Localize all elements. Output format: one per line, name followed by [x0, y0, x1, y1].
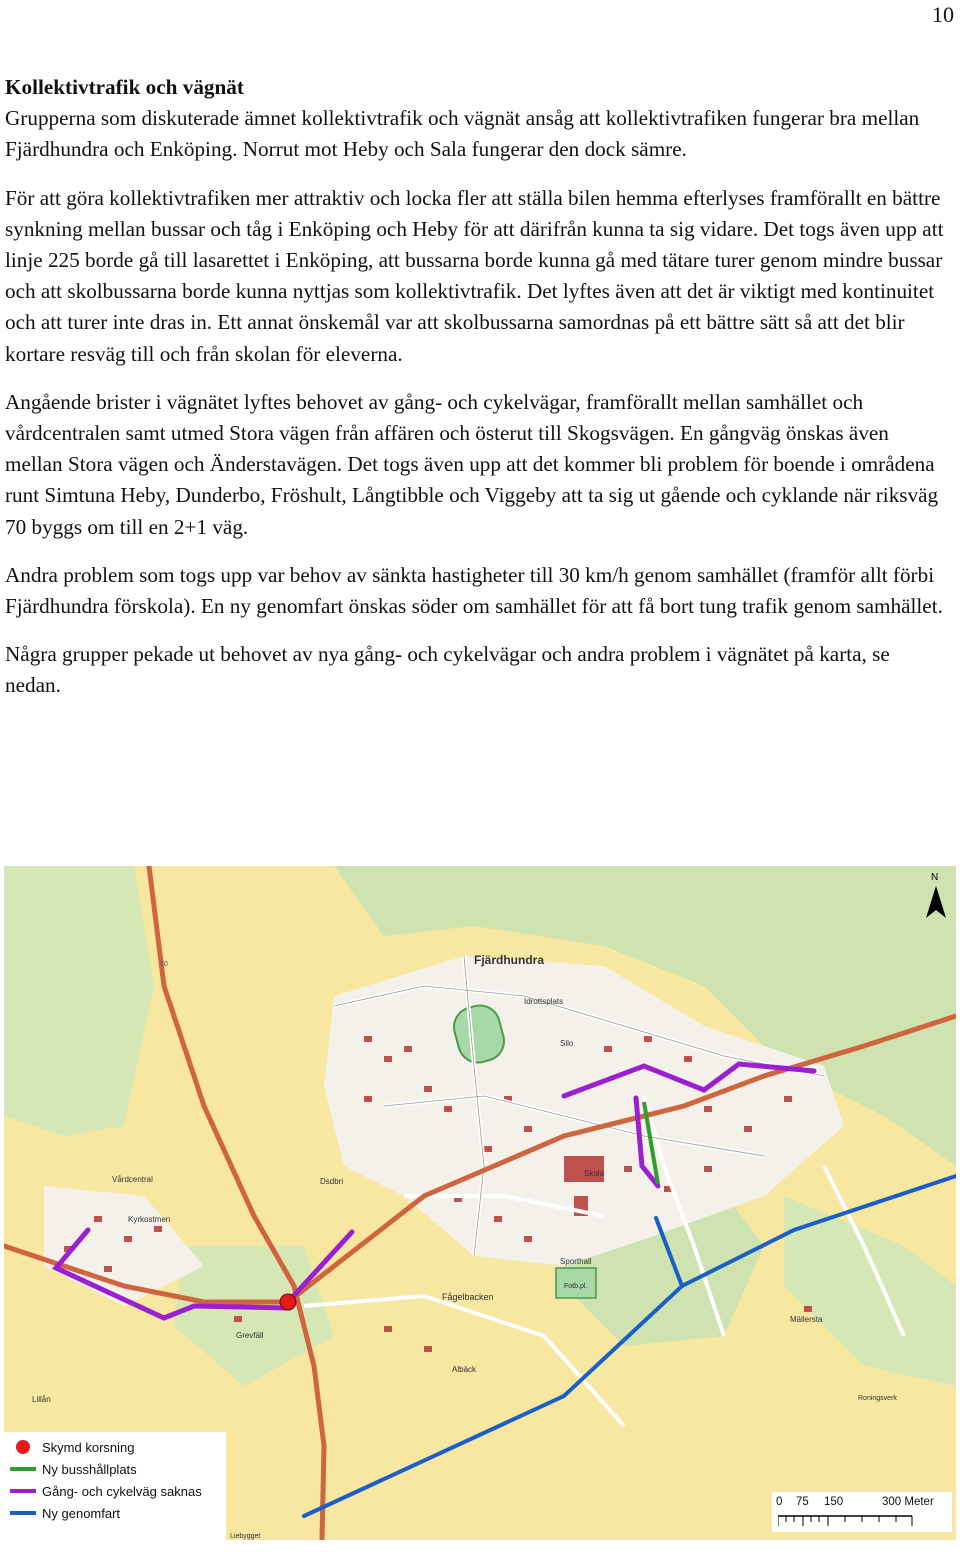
blind-intersection-marker	[280, 1294, 296, 1310]
map-label-sporthall: Sporthall	[560, 1257, 592, 1266]
paragraph-5: Några grupper pekade ut behovet av nya gång- och cykelvägar och andra problem i vägnätet på karta, se nedan.	[5, 642, 890, 698]
map-label-silo: Silo	[560, 1039, 574, 1048]
section-heading: Kollektivtrafik och vägnät	[5, 75, 244, 99]
legend-green-line-icon	[10, 1467, 36, 1471]
legend-item-skymd-korsning: Skymd korsning	[4, 1436, 226, 1458]
map-label-dsdbri: Dsdbri	[320, 1177, 344, 1186]
map-label-idrottsplats: Idrottsplats	[524, 997, 564, 1006]
legend-dot-icon	[16, 1440, 30, 1454]
map-label-mallersta: Mällersta	[790, 1315, 823, 1324]
scale-bar: 0 75 150 300 Meter	[772, 1492, 952, 1532]
map-label-lillan: Lillån	[32, 1395, 51, 1404]
map-label-vardcentral: Vårdcentral	[112, 1175, 153, 1184]
legend-purple-line-icon	[10, 1489, 36, 1493]
legend-item-gang-cykel: Gång- och cykelväg saknas	[4, 1480, 226, 1502]
page-number: 10	[932, 2, 954, 27]
village-map	[4, 866, 956, 1540]
north-label: N	[931, 872, 939, 883]
map-label-albacka: Albäck	[452, 1365, 477, 1374]
map-label-town: Fjärdhundra	[474, 953, 545, 967]
document-body	[5, 72, 950, 719]
map-label-roningsverk: Roningsverk	[858, 1395, 897, 1402]
north-arrow	[922, 868, 950, 922]
paragraph-2: För att göra kollektivtrafiken mer attraktiv och locka fler att ställa bilen hemma efterlyses framförallt en bättre synkning mellan bussar och tåg i Enköping och Heby för att därifrån kunna ta sig vidare. Det togs även upp att linje 225 borde gå till lasarettet i Enköping, att bussarna borde kunna gå med tätare turer genom mindre bussar och att skolbussarna borde kunna nyttjas som kollektivtrafik. Det lyftes även att det är viktigt med kontinuitet och att turer inte dras in. Ett annat önskemål var att skolbussarna samordnas på ett bättre sätt så att det blir kortare resväg till och från skolan för eleverna.	[5, 185, 944, 366]
paragraph-4: Andra problem som togs upp var behov av sänkta hastigheter till 30 km/h genom samhället (framför allt förbi Fjärdhundra förskola). En ny genomfart önskas söder om samhället för att få bort tung trafik genom samhället.	[5, 562, 943, 619]
legend-blue-line-icon	[10, 1511, 36, 1515]
legend-item-busshallplats: Ny busshållplats	[4, 1458, 226, 1480]
map-label-fagelbacken: Fågelbacken	[442, 1292, 494, 1302]
map-label-fotbpl: Fotb.pl.	[564, 1283, 588, 1290]
north-arrow-icon	[926, 886, 946, 918]
paragraph-1: Grupperna som diskuterade ämnet kollektivtrafik och vägnät ansåg att kollektivtrafiken fungerar bra mellan Fjärdhundra och Enköping. Norrut mot Heby och Sala fungerar den dock sämre.	[5, 106, 920, 162]
map-label-kyrkostmen: Kyrkostmen	[128, 1215, 171, 1224]
scale-ruler	[778, 1514, 942, 1528]
map-label-grevfall: Grevfäll	[236, 1331, 264, 1340]
map-label-liebygget: Liebygget	[230, 1533, 261, 1540]
legend-item-genomfart: Ny genomfart	[4, 1502, 226, 1524]
map-label-skola: Skola	[584, 1169, 605, 1178]
map-label-road-number: 70	[160, 961, 168, 968]
paragraph-3: Angående brister i vägnätet lyftes behovet av gång- och cykelvägar, framförallt mellan samhället och vårdcentralen samt utmed Stora vägen från affären och österut till Skogsvägen. En gångväg önskas även mellan Stora vägen och Änderstavägen. Det togs även upp att det kommer bli problem för boende i områdena runt Simtuna Heby, Dunderbo, Fröshult, Långtibble och Viggeby att ta sig ut gående och cyklande när riksväg 70 byggs om till en 2+1 väg.	[5, 389, 939, 539]
map-legend	[4, 1432, 226, 1540]
